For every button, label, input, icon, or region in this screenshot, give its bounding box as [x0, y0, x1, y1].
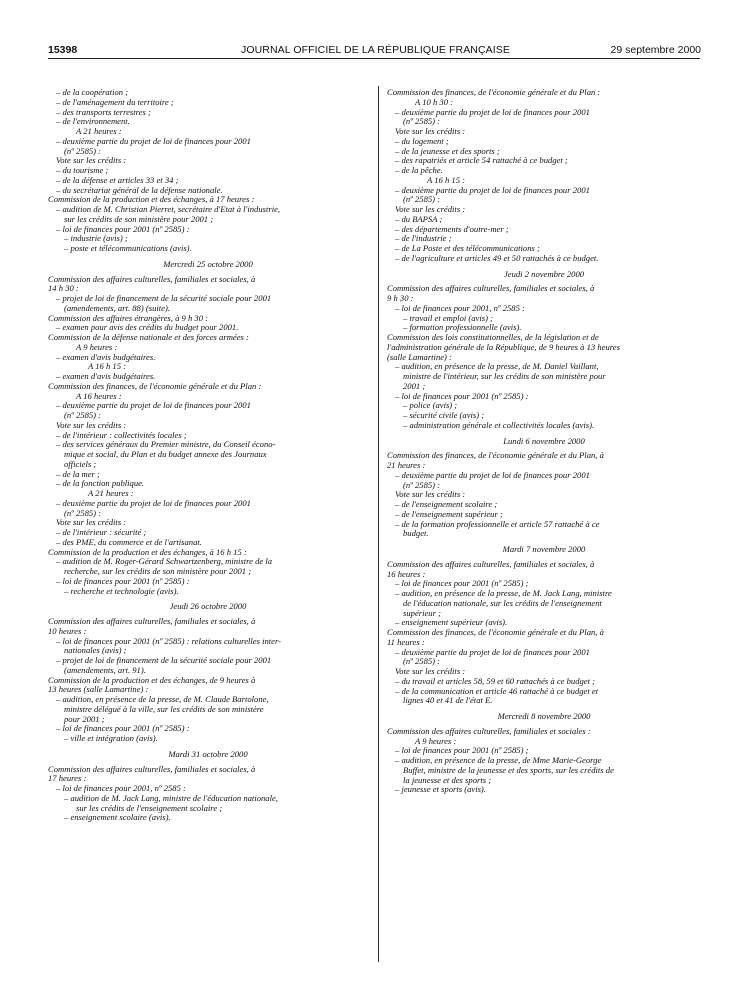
text-line: – audition, en présence de la presse, de Mme Marie-George: [395, 756, 602, 765]
text-line: – loi de finances pour 2001 (nº 2585) :: [56, 576, 190, 586]
text-line: 21 heures :: [387, 461, 426, 470]
text-line: de l'éducation nationale, sur les crédits de l'enseignement: [403, 598, 602, 608]
text-line: – des transports terrestres ;: [56, 107, 151, 117]
text-line: Vote sur les crédits :: [56, 420, 127, 430]
text-line: – audition, en présence de la presse, de M. Daniel Vaillant,: [395, 362, 599, 372]
left-column: [48, 88, 368, 823]
text-line: – loi de finances pour 2001 (nº 2585) ;: [395, 579, 529, 589]
text-line: – deuxième partie du projet de loi de finances pour 2001: [56, 136, 251, 146]
text-line: A 16 heures :: [76, 391, 122, 401]
text-line: Commission des affaires étrangères, à 9 h 30 :: [48, 313, 209, 323]
text-line: – de l'industrie ;: [395, 234, 452, 244]
text-line: lignes 40 et 41 de l'état E.: [403, 696, 493, 706]
text-line: 2001 ;: [403, 381, 426, 391]
text-line: – de la communication et article 46 rattaché à ce budget et: [395, 686, 599, 696]
text-line: 11 heures :: [387, 637, 425, 647]
text-line: – police (avis) ;: [403, 401, 458, 411]
text-line: – enseignement supérieur (avis).: [395, 618, 508, 628]
text-line: nationales (avis) ;: [64, 646, 127, 656]
date-heading: Jeudi 2 novembre 2000: [503, 268, 585, 279]
text-line: – du logement ;: [395, 136, 449, 146]
text-line: Commission de la production et des échanges, de 9 heures à: [48, 675, 256, 685]
text-line: – poste et télécommunications (avis).: [64, 244, 192, 253]
text-line: Vote sur les crédits :: [56, 518, 127, 528]
text-line: A 21 heures :: [76, 127, 122, 136]
text-line: – audition, en présence de la presse, de M. Jack Lang, ministre: [395, 589, 612, 598]
text-line: – de la fonction publique.: [56, 479, 145, 489]
text-line: (nº 2585) :: [64, 508, 102, 518]
text-line: – du BAPSA ;: [395, 214, 443, 224]
text-line: 9 h 30 :: [387, 294, 414, 303]
text-line: Commission des affaires culturelles, familiales et sociales, à: [48, 617, 256, 626]
text-line: – deuxième partie du projet de loi de finances pour 2001: [56, 401, 251, 411]
text-line: supérieur ;: [403, 608, 441, 618]
text-line: 17 heures :: [48, 774, 87, 784]
text-line: – du secrétariat général de la défense nationale.: [56, 185, 223, 195]
text-line: A 10 h 30 :: [415, 97, 454, 107]
text-line: – audition de M. Christian Pierret, secrétaire d'Etat à l'industrie,: [56, 205, 281, 214]
text-line: Commission de la production et des échanges, à 17 heures :: [48, 195, 255, 205]
text-line: (nº 2585) :: [403, 117, 441, 127]
text-line: – loi de finances pour 2001 (nº 2585) :: [395, 391, 529, 401]
page-number: 15398: [48, 44, 78, 56]
text-line: – travail et emploi (avis) ;: [403, 313, 493, 323]
text-line: 16 heures :: [387, 569, 426, 579]
date-heading: Jeudi 26 octobre 2000: [169, 601, 247, 612]
text-line: – projet de loi de financement de la sécurité sociale pour 2001: [56, 294, 272, 303]
text-line: – des départements d'outre-mer ;: [395, 224, 509, 234]
text-line: Vote sur les crédits :: [395, 205, 466, 214]
text-line: Commission des finances, de l'économie générale et du Plan, à: [387, 451, 604, 461]
text-line: Commission des affaires culturelles, familiales et sociales, à: [387, 284, 595, 294]
text-line: – des PME, du commerce et de l'artisanat.: [56, 537, 202, 547]
text-line: – jeunesse et sports (avis).: [395, 785, 486, 795]
text-line: – sécurité civile (avis) ;: [403, 411, 485, 420]
text-line: – de la jeunesse et des sports ;: [395, 146, 500, 156]
journal-title: JOURNAL OFFICIEL DE LA RÉPUBLIQUE FRANÇAISE: [241, 44, 510, 56]
text-line: Commission des finances, de l'économie générale et du Plan :: [387, 88, 601, 97]
text-line: ministre de l'intérieur, sur les crédits de son ministère pour: [403, 372, 606, 381]
text-line: – loi de finances pour 2001 (nº 2585) ;: [395, 746, 529, 756]
text-line: Commission de la production et des échanges, à 16 h 15 :: [48, 547, 247, 557]
text-line: Commission des affaires culturelles, familiales et sociales :: [387, 726, 591, 736]
text-line: – audition, en présence de la presse, de M. Claude Bartolone,: [56, 695, 269, 704]
text-line: mique et social, du Plan et du budget annexe des Journaux: [64, 450, 267, 459]
right-column: [387, 88, 701, 795]
text-line: – loi de finances pour 2001, nº 2585 :: [395, 303, 525, 313]
text-line: – du tourisme ;: [56, 166, 109, 175]
text-line: – examen d'avis budgétaires.: [56, 352, 156, 362]
text-line: – loi de finances pour 2001 (nº 2585) :: [56, 224, 190, 234]
text-line: – de la pêche.: [395, 166, 443, 175]
text-line: A 9 heures :: [415, 736, 457, 746]
text-line: officiels ;: [64, 459, 97, 469]
issue-date: 29 septembre 2000: [610, 44, 701, 56]
text-line: la jeunesse et des sports ;: [403, 775, 492, 785]
text-line: (nº 2585) :: [403, 480, 441, 490]
text-line: – de la mer ;: [56, 469, 100, 479]
text-line: – deuxième partie du projet de loi de finances pour 2001: [395, 647, 590, 657]
text-line: – de l'aménagement du territoire ;: [56, 97, 174, 107]
text-line: (amendements, art. 91).: [64, 665, 146, 675]
date-heading: Mardi 31 octobre 2000: [168, 748, 248, 759]
text-line: A 16 h 15 :: [88, 362, 127, 372]
text-line: – de la défense et articles 33 et 34 ;: [56, 175, 179, 185]
text-line: – des rapatriés et article 54 rattaché à ce budget ;: [395, 156, 568, 166]
text-line: pour 2001 ;: [64, 714, 105, 724]
text-line: – formation professionnelle (avis).: [403, 323, 522, 333]
text-line: Commission des affaires culturelles, familiales et sociales, à: [48, 764, 256, 774]
text-line: (salle Lamartine) :: [387, 352, 452, 362]
text-line: – de l'enseignement supérieur ;: [395, 509, 503, 519]
text-line: – de l'enseignement scolaire ;: [395, 500, 498, 509]
text-line: recherche, sur les crédits de son ministère pour 2001 ;: [64, 567, 252, 576]
text-line: 14 h 30 :: [48, 284, 79, 294]
text-line: – de l'agriculture et articles 49 et 50 rattachés à ce budget.: [395, 253, 599, 263]
text-line: – examen d'avis budgétaires.: [56, 372, 156, 381]
text-line: (nº 2585) :: [64, 411, 102, 420]
text-line: sur les crédits de son ministère pour 2001 ;: [64, 214, 214, 224]
text-line: (amendements, art. 88) (suite).: [64, 303, 170, 313]
text-line: (nº 2585) :: [403, 195, 441, 205]
text-line: l'administration générale de la République, de 9 heures à 13 heures: [387, 342, 620, 352]
text-line: – deuxième partie du projet de loi de finances pour 2001: [395, 185, 590, 195]
date-heading: Mercredi 25 octobre 2000: [163, 258, 253, 269]
text-line: – de la formation professionnelle et article 57 rattaché à ce: [395, 519, 600, 529]
text-line: Vote sur les crédits :: [395, 127, 466, 136]
date-heading: Lundi 6 novembre 2000: [503, 435, 585, 446]
text-line: 10 heures :: [48, 626, 87, 636]
text-line: Commission des finances, de l'économie générale et du Plan :: [48, 381, 262, 391]
text-line: – deuxième partie du projet de loi de finances pour 2001: [56, 498, 251, 508]
text-line: – des services généraux du Premier ministre, du Conseil écono-: [56, 440, 276, 450]
text-line: 13 heures (salle Lamartine) :: [48, 685, 149, 695]
text-line: (nº 2585) :: [403, 657, 441, 667]
text-line: A 21 heures :: [88, 489, 134, 498]
text-line: – de l'intérieur : collectivités locales ;: [56, 430, 187, 440]
text-line: – ville et intégration (avis).: [64, 734, 158, 743]
text-line: A 9 heures :: [76, 342, 118, 352]
text-line: – du travail et articles 58, 59 et 60 rattachés à ce budget ;: [395, 676, 596, 686]
text-line: – loi de finances pour 2001 (nº 2585) : relations culturelles inter-: [56, 636, 282, 646]
text-line: – de La Poste et des télécommunications ;: [395, 244, 540, 253]
text-line: – administration générale et collectivités locales (avis).: [403, 420, 595, 430]
date-heading: Mardi 7 novembre 2000: [502, 544, 586, 554]
text-line: – loi de finances pour 2001 (nº 2585) :: [56, 724, 190, 734]
text-line: – audition de M. Roger-Gérard Schwartzenberg, ministre de la: [56, 557, 273, 567]
text-line: – examen pour avis des crédits du budget pour 2001.: [56, 323, 239, 333]
text-line: – deuxième partie du projet de loi de finances pour 2001: [395, 107, 590, 117]
text-line: – industrie (avis) ;: [64, 234, 128, 244]
text-line: – projet de loi de financement de la sécurité sociale pour 2001: [56, 656, 272, 665]
text-line: – audition de M. Jack Lang, ministre de l'éducation nationale,: [64, 793, 278, 803]
text-line: (nº 2585) :: [64, 146, 102, 156]
text-line: – loi de finances pour 2001, nº 2585 :: [56, 784, 186, 793]
text-line: Commission des affaires culturelles, familiales et sociales, à: [48, 274, 256, 284]
text-line: Commission des lois constitutionnelles, de la législation et de: [387, 333, 599, 342]
text-line: budget.: [403, 529, 429, 539]
text-line: A 16 h 15 :: [427, 175, 466, 185]
text-line: – de la coopération ;: [56, 88, 129, 97]
text-line: Commission des affaires culturelles, familiales et sociales, à: [387, 559, 595, 569]
text-line: Commission des finances, de l'économie générale et du Plan, à: [387, 628, 604, 637]
text-line: – recherche et technologie (avis).: [64, 586, 179, 596]
column-divider: [378, 86, 379, 962]
header-rule: [48, 58, 700, 59]
text-line: Commission de la défense nationale et des forces armées :: [48, 333, 249, 342]
date-heading: Mercredi 8 novembre 2000: [497, 711, 591, 721]
text-line: – deuxième partie du projet de loi de finances pour 2001: [395, 470, 590, 480]
text-line: – enseignement scolaire (avis).: [64, 813, 171, 823]
page-header: [0, 0, 751, 62]
text-line: – de l'intérieur : sécurité ;: [56, 528, 147, 537]
text-line: Vote sur les crédits :: [56, 156, 127, 166]
text-line: ministre délégué à la ville, sur les crédits de son ministère: [64, 704, 264, 714]
text-line: – de l'environnement.: [56, 117, 130, 127]
text-line: Vote sur les crédits :: [395, 667, 466, 676]
text-line: Buffet, ministre de la jeunesse et des sports, sur les crédits de: [403, 765, 614, 775]
text-line: Vote sur les crédits :: [395, 490, 466, 500]
text-line: sur les crédits de l'enseignement scolaire ;: [76, 803, 223, 813]
